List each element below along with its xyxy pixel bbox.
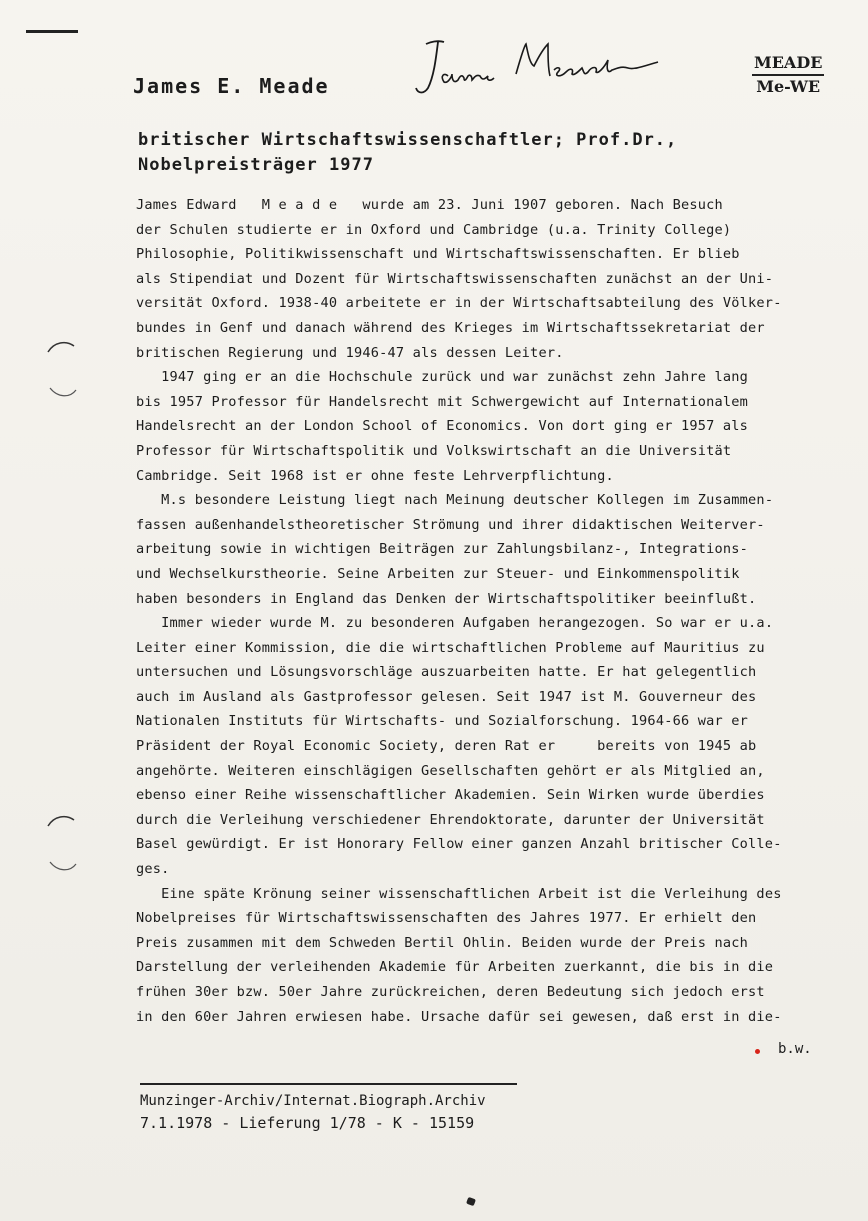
subtitle xyxy=(138,128,838,178)
punch-hole-lower xyxy=(44,808,80,880)
footer-divider xyxy=(140,1083,517,1085)
paragraph-4: Immer wieder wurde M. zu besonderen Aufgaben herangezogen. So war er u.a. Leiter einer Kommission, die die wirtschaftlichen Probleme auf Mauritius zu untersuchen und Lösungsvorschläge auszuarbeiten hatte. Er hat gelegentlich auch im Ausland als Gastprofessor gelesen. Seit 1947 ist M. Gouverneur des Nationalen Instituts für Wirtschafts- und Sozialforschung. 1964-66 war er Präsident der Royal Economic Society, deren Rat er bereits von 1945 ab angehörte. Weiteren einschlägigen Gesellschaften gehört er als Mitglied an, ebenso einer Reihe wissenschaftlicher Akademien. Sein Wirken wurde überdies durch die Verleihung verschiedener Ehrendoktorate, darunter der Universität Basel gewürdigt. Er ist Honorary Fellow einer ganzen Anzahl britischer Colle- ges. xyxy=(136,615,782,878)
red-mark xyxy=(755,1049,760,1054)
subtitle-line-2: Nobelpreisträger 1977 xyxy=(138,155,374,175)
archive-code-bottom: Me-WE xyxy=(756,77,821,96)
footer-source: Munzinger-Archiv/Internat.Biograph.Archiv xyxy=(140,1093,486,1109)
footer-delivery: 7.1.1978 - Lieferung 1/78 - K - 15159 xyxy=(140,1114,475,1132)
punch-hole-upper xyxy=(44,334,80,406)
paragraph-5: Eine späte Krönung seiner wissenschaftlichen Arbeit ist die Verleihung des Nobelpreises für Wirtschaftswissenschaften des Jahres 1977. Er erhielt den Preis zusammen mit dem Schweden Bertil Ohlin. Beiden wurde der Preis nach Darstellung der verleihenden Akademie für Arbeiten zuerkannt, die bis in die frühen 30er bzw. 50er Jahre zurückreichen, deren Bedeutung sich jedoch erst in den 60er Jahren erwiesen habe. Ursache dafür sei gewesen, daß erst in die- xyxy=(136,885,782,1025)
archive-code xyxy=(752,52,824,98)
handwritten-signature xyxy=(408,36,668,104)
archive-code-top: MEADE xyxy=(752,52,824,76)
subtitle-line-1: britischer Wirtschaftswissenschaftler; Prof.Dr., xyxy=(138,130,678,150)
paragraph-3: M.s besondere Leistung liegt nach Meinung deutscher Kollegen im Zusammen- fassen außenhandelstheoretischer Strömung und ihrer didaktischen Weiterver- arbeitung sowie in wichtigen Beiträgen zur Zahlungsbilanz-, Integrations- und Wechselkurstheorie. Seine Arbeiten zur Steuer- und Einkommenspolitik haben besonders in England das Denken der Wirtschaftspolitiker beeinflußt. xyxy=(136,492,774,607)
paragraph-2: 1947 ging er an die Hochschule zurück und war zunächst zehn Jahre lang bis 1957 Professor für Handelsrecht mit Schwergewicht auf Internationalem Handelsrecht an der London School of Economics. Von dort ging er 1957 als Professor für Wirtschaftspolitik und Volkswirtschaft an die Universität Cambridge. Seit 1968 ist er ohne feste Lehrverpflichtung. xyxy=(136,369,749,484)
paragraph-1: James Edward M e a d e wurde am 23. Juni 1907 geboren. Nach Besuch der Schulen studierte er in Oxford und Cambridge (u.a. Trinity College) Philosophie, Politikwissenschaft und Wirtschaftswissenschaften. Er blieb als Stipendiat und Dozent für Wirtschaftswissenschaften zunächst an der Uni- versität Oxford. 1938-40 arbeitete er in der Wirtschaftsabteilung des Völker- bundes in Genf und danach während des Krieges im Wirtschaftssekretariat der britischen Regierung und 1946-47 als dessen Leiter. xyxy=(136,197,782,361)
person-name: James E. Meade xyxy=(133,74,330,98)
archive-footer xyxy=(140,1090,486,1134)
continued-note: b.w. xyxy=(778,1041,812,1057)
top-left-mark xyxy=(26,30,78,33)
biography-text xyxy=(136,193,836,1029)
